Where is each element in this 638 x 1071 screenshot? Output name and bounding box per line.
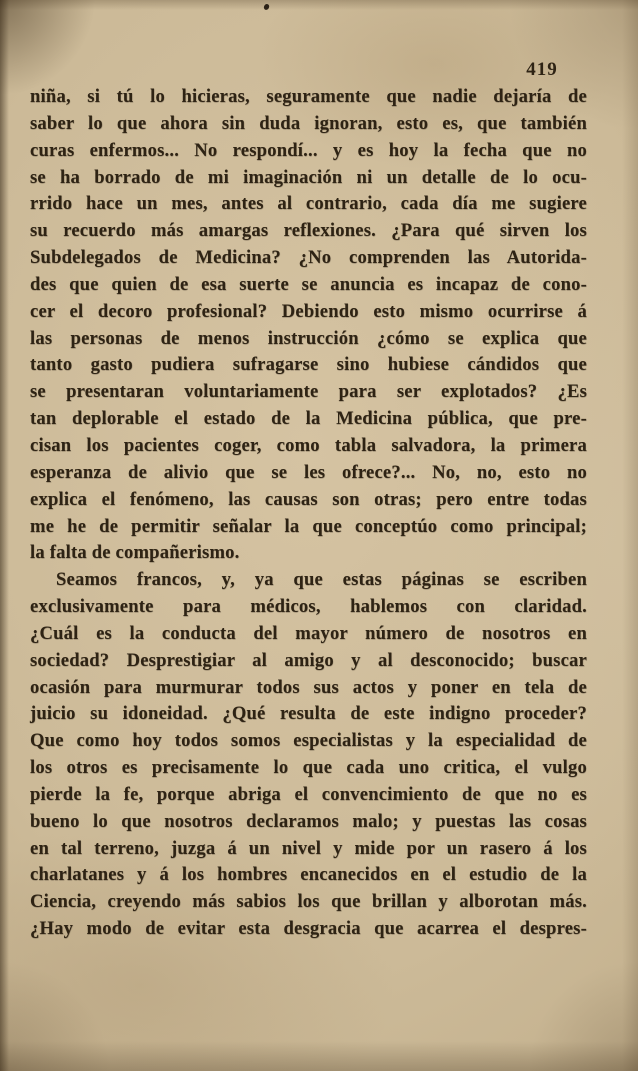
text-line: la falta de compañerismo. xyxy=(30,542,240,564)
text-line: ¿Hay modo de evitar esta desgracia que acarrea el despres- xyxy=(30,918,587,940)
text-line: exclusivamente para médicos, hablemos con claridad. xyxy=(30,596,587,618)
text-line: charlatanes y á los hombres encanecidos en el estudio de la xyxy=(30,864,587,886)
text-line: bueno lo que nosotros declaramos malo; y puestas las cosas xyxy=(30,810,587,832)
text-line: des que quien de esa suerte se anuncia es incapaz de cono- xyxy=(30,273,587,295)
page-number: 419 xyxy=(526,59,558,80)
text-line: saber lo que ahora sin duda ignoran, esto es, que también xyxy=(30,112,587,134)
ink-speck xyxy=(263,3,270,10)
text-line: se presentaran voluntariamente para ser explotados? ¿Es xyxy=(30,381,587,403)
text-line: explica el fenómeno, las causas son otras; pero entre todas xyxy=(30,488,587,510)
page-text xyxy=(30,84,587,943)
text-line: Seamos francos, y, ya que estas páginas se escriben xyxy=(56,569,587,591)
text-line: tanto gasto pudiera sufragarse sino hubiese cándidos que xyxy=(30,354,587,376)
text-line: rrido hace un mes, antes al contrario, cada día me sugiere xyxy=(30,193,587,215)
text-line: Ciencia, creyendo más sabios los que brillan y alborotan más. xyxy=(30,891,587,913)
text-line: sociedad? Desprestigiar al amigo y al desconocido; buscar xyxy=(30,649,587,671)
text-line: Que como hoy todos somos especialistas y la especialidad de xyxy=(30,730,587,752)
text-line: me he de permitir señalar la que conceptúo como principal; xyxy=(30,515,587,537)
text-line: ocasión para murmurar todos sus actos y poner en tela de xyxy=(30,676,587,698)
text-line: en tal terreno, juzga á un nivel y mide por un rasero á los xyxy=(30,837,587,859)
text-line: tan deplorable el estado de la Medicina pública, que pre- xyxy=(30,408,587,430)
text-line: esperanza de alivio que se les ofrece?... No, no, esto no xyxy=(30,461,587,483)
text-line: las personas de menos instrucción ¿cómo se explica que xyxy=(30,327,587,349)
text-line: los otros es precisamente lo que cada uno critica, el vulgo xyxy=(30,757,587,779)
text-line: curas enfermos... No respondí... y es hoy la fecha que no xyxy=(30,139,587,161)
text-line: su recuerdo más amargas reflexiones. ¿Para qué sirven los xyxy=(30,220,587,242)
text-line: Subdelegados de Medicina? ¿No comprenden las Autorida- xyxy=(30,247,587,269)
text-line: niña, si tú lo hicieras, seguramente que nadie dejaría de xyxy=(30,86,587,107)
text-line: pierde la fe, porque abriga el convencimiento de que no es xyxy=(30,783,587,805)
text-line: juicio su idoneidad. ¿Qué resulta de este indigno proceder? xyxy=(30,703,587,725)
text-line: ¿Cuál es la conducta del mayor número de nosotros en xyxy=(30,622,587,644)
text-line: cer el decoro profesional? Debiendo esto mismo ocurrirse á xyxy=(30,300,587,322)
text-line: se ha borrado de mi imaginación ni un detalle de lo ocu- xyxy=(30,166,587,188)
text-line: cisan los pacientes coger, como tabla salvadora, la primera xyxy=(30,434,587,456)
